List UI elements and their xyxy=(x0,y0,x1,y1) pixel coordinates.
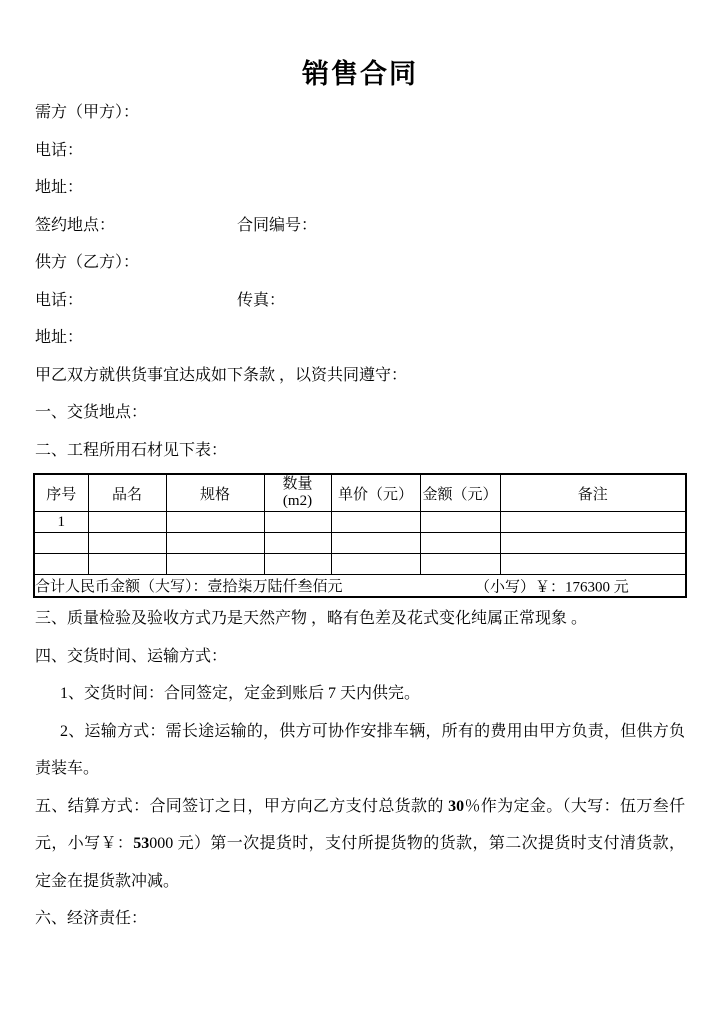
col-header-amount: 金额（元） xyxy=(420,474,500,512)
total-amount-cell xyxy=(34,575,686,598)
col-header-unit-price: 单价（元） xyxy=(331,474,420,512)
field-phone-b: 电话： xyxy=(35,291,84,309)
col-header-index: 序号 xyxy=(34,474,88,512)
cell-amount xyxy=(420,533,500,554)
field-address-a: 地址： xyxy=(35,179,84,196)
cell-quantity xyxy=(264,554,331,575)
col-header-product: 品名 xyxy=(88,474,166,512)
cell-spec xyxy=(166,554,264,575)
clause-5-settlement xyxy=(35,788,685,901)
total-amount-words: 合计人民币金额（大写）：壹拾柒万陆仟叁佰元 xyxy=(35,579,343,595)
col-header-remarks: 备注 xyxy=(500,474,686,512)
field-fax: 传真： xyxy=(237,291,286,309)
field-contract-no: 合同编号： xyxy=(237,216,318,234)
clause-4-delivery-transport: 四、交货时间、运输方式： xyxy=(35,647,228,665)
col-header-spec: 规格 xyxy=(166,474,264,512)
field-address-b: 地址： xyxy=(35,329,84,346)
cell-spec xyxy=(166,533,264,554)
table-row xyxy=(34,512,686,533)
clause-5-segment: 五、结算方式：合同签订之日，甲方向乙方支付总货款的 xyxy=(35,797,449,815)
clause-4-1-delivery-time: 1、交货时间：合同签定，定金到账后 7 天内供完。 xyxy=(60,685,421,702)
field-buyer: 需方（甲方）： xyxy=(35,104,140,121)
field-row-phone-fax xyxy=(35,282,685,320)
cell-quantity xyxy=(264,512,331,533)
quantity-label: 数量 xyxy=(282,476,313,492)
clause-5-segment: ％作为定金。（大写：伍万叁仟元，小写￥： xyxy=(35,797,685,852)
cell-amount xyxy=(420,554,500,575)
clause-1-delivery-place: 一、交货地点： xyxy=(35,404,148,421)
table-row xyxy=(34,533,686,554)
quantity-unit: (m2) xyxy=(282,493,313,509)
clause-5-segment: 000 元）第一次提货时，支付所提货物的货款，第二次提货时支付清货款，定金在提货款冲减。 xyxy=(35,835,685,890)
document-body xyxy=(0,94,720,938)
total-amount-figures: （小写）￥：176300 元 xyxy=(475,579,629,595)
cell-product xyxy=(88,554,166,575)
field-supplier: 供方（乙方）： xyxy=(35,254,140,271)
document-title: 销售合同 xyxy=(302,59,418,89)
clause-3-quality: 三、质量检验及验收方式乃是天然产物 ，略有色差及花式变化纯属正常现象 。 xyxy=(35,610,588,627)
table-total-row xyxy=(34,575,686,598)
cell-unit-price xyxy=(331,554,420,575)
cell-product xyxy=(88,512,166,533)
cell-quantity xyxy=(264,533,331,554)
cell-index xyxy=(34,554,88,575)
clause-4-2-transport-mode: 2、运输方式：需长途运输的，供方可协作安排车辆，所有的费用由甲方负责，但供方负责装车。 xyxy=(35,722,685,777)
field-row-signing xyxy=(35,207,685,245)
cell-index: 1 xyxy=(34,512,88,533)
col-header-quantity xyxy=(264,474,331,512)
materials-table xyxy=(33,473,687,598)
clause-2-materials-table-caption: 二、工程所用石材见下表： xyxy=(35,441,228,459)
cell-index xyxy=(34,533,88,554)
clause-6-economic-liability: 六、经济责任： xyxy=(35,910,148,927)
cell-amount xyxy=(420,512,500,533)
field-phone-a: 电话： xyxy=(35,141,84,159)
clause-5-deposit-value: 53 xyxy=(133,835,150,852)
cell-unit-price xyxy=(331,533,420,554)
table-row xyxy=(34,554,686,575)
clause-5-percent-value: 30 xyxy=(448,797,465,815)
cell-unit-price xyxy=(331,512,420,533)
cell-remarks xyxy=(500,554,686,575)
cell-remarks xyxy=(500,512,686,533)
table-header-row xyxy=(34,474,686,512)
intro-paragraph: 甲乙双方就供货事宜达成如下条款 ，以资共同遵守： xyxy=(35,366,408,384)
cell-product xyxy=(88,533,166,554)
cell-spec xyxy=(166,512,264,533)
field-sign-place: 签约地点： xyxy=(35,216,116,234)
cell-remarks xyxy=(500,533,686,554)
